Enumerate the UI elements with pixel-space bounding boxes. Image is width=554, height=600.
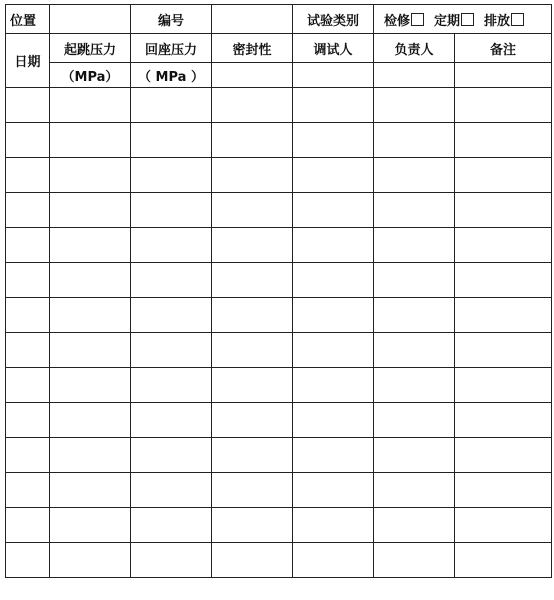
table-row [6,508,552,543]
table-cell[interactable] [455,473,552,508]
table-cell[interactable] [374,193,455,228]
test-type-option-3[interactable] [484,10,524,29]
table-cell[interactable] [50,473,131,508]
table-cell[interactable] [212,88,293,123]
test-type-label: 试验类别 [293,5,374,34]
table-cell[interactable] [6,508,50,543]
table-cell[interactable] [455,88,552,123]
number-label: 编号 [131,5,212,34]
table-row [6,193,552,228]
record-table [5,4,552,578]
table-cell[interactable] [6,193,50,228]
table-cell[interactable] [374,123,455,158]
table-cell[interactable] [293,508,374,543]
table-cell[interactable] [455,263,552,298]
table-cell[interactable] [455,333,552,368]
table-cell[interactable] [6,88,50,123]
table-cell[interactable] [293,88,374,123]
table-cell[interactable] [50,158,131,193]
table-row [6,263,552,298]
table-cell[interactable] [50,333,131,368]
table-cell[interactable] [131,438,212,473]
table-cell[interactable] [374,298,455,333]
table-cell[interactable] [6,333,50,368]
table-cell[interactable] [50,228,131,263]
reseat-pressure-unit: （ MPa ） [131,63,212,88]
table-cell[interactable] [50,403,131,438]
table-cell[interactable] [374,508,455,543]
test-type-option-label: 检修 [384,13,411,29]
table-cell[interactable] [212,228,293,263]
table-cell[interactable] [374,543,455,578]
table-cell[interactable] [50,368,131,403]
tester-sub-cell [293,63,374,88]
unit-row [6,63,552,88]
table-cell[interactable] [131,333,212,368]
table-cell[interactable] [131,193,212,228]
table-cell[interactable] [374,263,455,298]
table-cell[interactable] [293,193,374,228]
table-cell[interactable] [212,368,293,403]
safety-valve-test-record-form [5,4,551,597]
table-cell[interactable] [455,508,552,543]
table-cell[interactable] [293,333,374,368]
table-cell[interactable] [374,473,455,508]
table-row [6,123,552,158]
table-cell[interactable] [6,158,50,193]
opening-pressure-header: 起跳压力 [50,34,131,63]
opening-pressure-unit: （MPa） [50,63,131,88]
responsible-header: 负责人 [374,34,455,63]
position-value-cell[interactable] [50,5,131,34]
test-type-option-label: 定期 [434,13,461,29]
test-type-option-label: 排放 [484,13,511,29]
table-cell[interactable] [131,298,212,333]
table-row [6,228,552,263]
table-cell[interactable] [455,543,552,578]
table-cell[interactable] [6,543,50,578]
table-row [6,403,552,438]
table-cell[interactable] [50,263,131,298]
table-cell[interactable] [455,298,552,333]
table-cell[interactable] [131,88,212,123]
test-type-options [374,5,552,34]
table-cell[interactable] [6,298,50,333]
table-cell[interactable] [212,438,293,473]
reseat-pressure-header: 回座压力 [131,34,212,63]
table-cell[interactable] [131,403,212,438]
table-cell[interactable] [131,508,212,543]
remarks-header: 备注 [455,34,552,63]
seal-header: 密封性 [212,34,293,63]
column-header-row [6,34,552,63]
table-cell[interactable] [374,228,455,263]
table-cell[interactable] [50,193,131,228]
table-cell[interactable] [50,298,131,333]
table-cell[interactable] [50,123,131,158]
table-cell[interactable] [131,263,212,298]
table-cell[interactable] [212,333,293,368]
table-cell[interactable] [374,368,455,403]
seal-sub-cell [212,63,293,88]
table-cell[interactable] [212,263,293,298]
checkbox-icon[interactable] [511,13,524,26]
table-cell[interactable] [6,438,50,473]
table-cell[interactable] [293,263,374,298]
table-cell[interactable] [212,158,293,193]
header-row [6,5,552,34]
table-cell[interactable] [293,228,374,263]
table-row [6,298,552,333]
table-cell[interactable] [212,508,293,543]
table-cell[interactable] [374,88,455,123]
table-cell[interactable] [50,88,131,123]
table-cell[interactable] [131,228,212,263]
table-cell[interactable] [212,123,293,158]
table-row [6,368,552,403]
table-cell[interactable] [293,543,374,578]
table-cell[interactable] [374,438,455,473]
table-cell[interactable] [293,438,374,473]
table-cell[interactable] [293,368,374,403]
number-value-cell[interactable] [212,5,293,34]
table-row [6,543,552,578]
table-cell[interactable] [293,403,374,438]
table-cell[interactable] [293,473,374,508]
table-cell[interactable] [455,403,552,438]
table-cell[interactable] [6,228,50,263]
remarks-sub-cell [455,63,552,88]
table-cell[interactable] [6,403,50,438]
table-cell[interactable] [455,228,552,263]
table-cell[interactable] [455,193,552,228]
test-type-option-2[interactable] [434,10,474,29]
table-cell[interactable] [50,508,131,543]
responsible-sub-cell [374,63,455,88]
table-cell[interactable] [455,123,552,158]
checkbox-icon[interactable] [411,13,424,26]
table-cell[interactable] [131,543,212,578]
position-label: 位置 [6,5,50,34]
table-cell[interactable] [212,403,293,438]
table-cell[interactable] [50,438,131,473]
checkbox-icon[interactable] [461,13,474,26]
table-cell[interactable] [131,158,212,193]
table-cell[interactable] [212,193,293,228]
table-cell[interactable] [212,543,293,578]
table-cell[interactable] [455,368,552,403]
table-row [6,158,552,193]
tester-header: 调试人 [293,34,374,63]
table-cell[interactable] [50,543,131,578]
table-cell[interactable] [293,123,374,158]
date-column-header: 日期 [6,34,50,88]
table-row [6,473,552,508]
table-cell[interactable] [212,298,293,333]
test-type-option-1[interactable] [384,10,424,29]
table-cell[interactable] [131,368,212,403]
table-cell[interactable] [6,263,50,298]
table-cell[interactable] [131,473,212,508]
table-cell[interactable] [6,473,50,508]
table-cell[interactable] [293,158,374,193]
table-cell[interactable] [293,298,374,333]
table-cell[interactable] [374,333,455,368]
table-cell[interactable] [6,368,50,403]
table-cell[interactable] [374,158,455,193]
table-row [6,333,552,368]
table-cell[interactable] [455,158,552,193]
table-cell[interactable] [212,473,293,508]
table-row [6,438,552,473]
table-cell[interactable] [455,438,552,473]
table-cell[interactable] [374,403,455,438]
table-row [6,88,552,123]
table-cell[interactable] [131,123,212,158]
table-cell[interactable] [6,123,50,158]
